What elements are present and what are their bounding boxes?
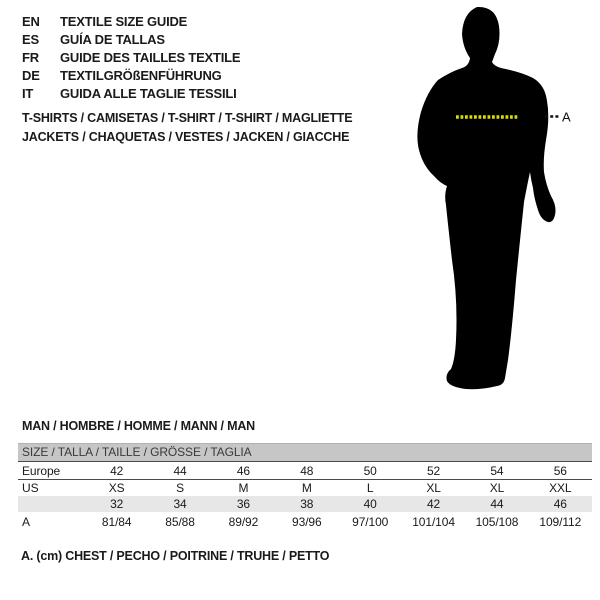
size-cell: 42	[110, 463, 124, 478]
size-cell: XS	[108, 481, 125, 495]
table-row-us	[18, 480, 592, 496]
size-cell: S	[176, 481, 185, 495]
size-table-header: SIZE / TALLA / TAILLE / GRÖSSE / TAGLIA	[18, 443, 592, 462]
size-cell: 97/100	[352, 514, 389, 529]
language-guide-title: TEXTILE SIZE GUIDE	[60, 14, 188, 29]
row-label: US	[22, 481, 39, 495]
language-guide-title: GUIDE DES TAILLES TEXTILE	[60, 50, 241, 65]
size-cell: 101/104	[412, 514, 455, 529]
size-cell: 38	[300, 497, 314, 511]
measure-label-a: A	[562, 109, 571, 125]
size-cell: XXL	[549, 481, 572, 495]
size-cell: M	[238, 481, 249, 495]
language-guide-title: GUIDA ALLE TAGLIE TESSILI	[60, 86, 237, 101]
size-cell: 109/112	[539, 514, 582, 529]
category-tshirts: T-SHIRTS / CAMISETAS / T-SHIRT / T-SHIRT / MAGLIETTE	[22, 111, 353, 125]
size-cell: 48	[300, 463, 314, 478]
size-cell: 50	[363, 463, 377, 478]
size-cell: 89/92	[228, 514, 259, 529]
language-code: FR	[22, 50, 39, 65]
size-cell: 40	[363, 497, 377, 511]
size-cell: XL	[489, 481, 505, 495]
category-jackets: JACKETS / CHAQUETAS / VESTES / JACKEN / GIACCHE	[22, 130, 350, 144]
language-code: IT	[22, 86, 34, 101]
size-cell: 46	[553, 497, 567, 511]
size-cell: 52	[426, 463, 441, 478]
size-cell: 32	[110, 497, 124, 511]
size-cell: 105/108	[475, 514, 519, 529]
size-cell: 36	[236, 497, 251, 511]
size-cell: 34	[173, 497, 187, 511]
size-cell: 93/96	[292, 514, 322, 529]
size-cell: 44	[173, 463, 187, 478]
language-guide-title: TEXTILGRÖßENFÜHRUNG	[60, 68, 222, 83]
size-cell: 44	[490, 497, 504, 511]
size-cell: 42	[426, 497, 441, 511]
language-code: ES	[22, 32, 39, 47]
size-cell: 56	[553, 463, 567, 478]
language-code: EN	[22, 14, 40, 29]
row-label: Europe	[22, 463, 61, 478]
row-label: A	[22, 514, 30, 529]
table-row-chest-a	[18, 512, 592, 531]
size-cell: 81/84	[101, 514, 132, 529]
size-cell: XL	[426, 481, 441, 495]
size-cell: M	[301, 481, 312, 495]
measurement-footnote: A. (cm) CHEST / PECHO / POITRINE / TRUHE / PETTO	[21, 549, 330, 563]
table-row-europe	[18, 462, 592, 480]
size-cell: 85/88	[165, 514, 195, 529]
language-guide-title: GUÍA DE TALLAS	[60, 32, 165, 47]
table-row-us-numeric	[18, 496, 592, 512]
size-cell: L	[366, 481, 374, 495]
language-code: DE	[22, 68, 40, 83]
size-table	[18, 443, 592, 531]
man-silhouette	[417, 7, 555, 389]
section-title-man: MAN / HOMBRE / HOMME / MANN / MAN	[22, 419, 255, 433]
size-cell: 46	[236, 463, 251, 478]
size-cell: 54	[490, 463, 504, 478]
